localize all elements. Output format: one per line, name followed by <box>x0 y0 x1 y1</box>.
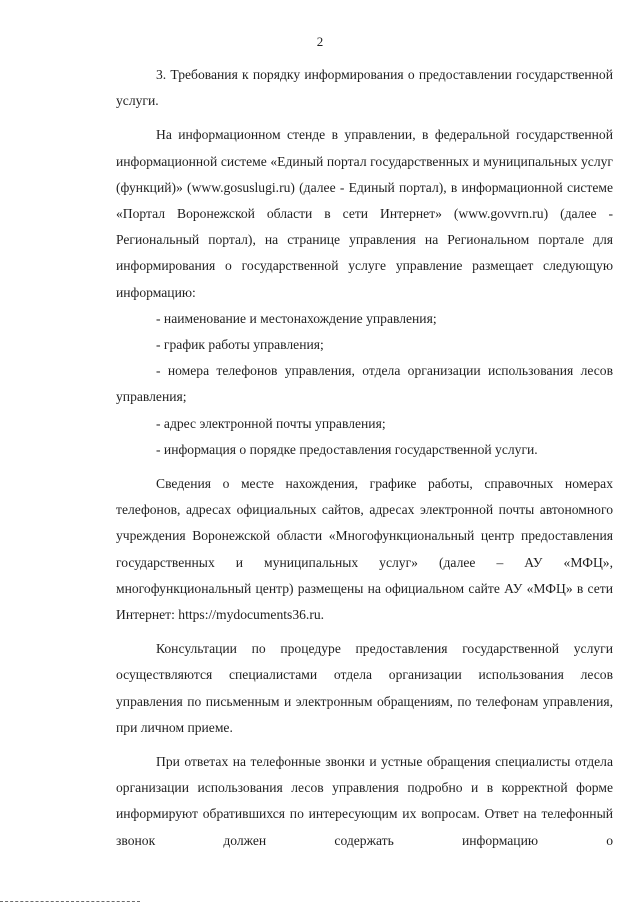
list-item: - наименование и местонахождение управления; <box>156 310 437 326</box>
document-body <box>116 62 613 854</box>
paragraph-consultations: Консультации по процедуре предоставления государственной услуги осуществляются специалистами отдела организации использования лесов управления по письменным и электронным обращениям, по телефонам управления, при личном приеме. <box>116 641 613 735</box>
paragraph-info-placement: На информационном стенде в управлении, в федеральной государственной информационной системе «Единый портал государственных и муниципальных услуг (функций)» (www.gosuslugi.ru) (далее - Единый портал), в информационной системе «Портал Воронежской области в сети Интернет» (www.govvrn.ru) (далее - Региональный портал), на странице управления на Региональном портале для информирования о государственной услуге управление размещает следующую информацию: <box>116 127 613 300</box>
list-item: - график работы управления; <box>156 337 324 353</box>
list-item: - номера телефонов управления, отдела организации использования лесов управления; <box>116 363 613 405</box>
page-number: 2 <box>316 34 324 49</box>
paragraph-phone-answers: При ответах на телефонные звонки и устные обращения специалисты отдела организации использования лесов управления подробно и в корректной форме информируют обратившихся по интересующим их вопросам. Ответ на телефонный звонок должен содержать информацию о <box>116 754 613 848</box>
paragraph-mfc-info: Сведения о месте нахождения, графике работы, справочных номерах телефонов, адресах официальных сайтов, адресах электронной почты автономного учреждения Воронежской области «Многофункциональный центр предоставления государственных и муниципальных услуг» (далее – АУ «МФЦ», многофункциональный центр) размещены на официальном сайте АУ «МФЦ» в сети Интернет: https://mydocuments36.ru. <box>116 476 613 623</box>
section-heading: 3. Требования к порядку информирования о предоставлении государственной услуги. <box>116 67 613 109</box>
list-item: - информация о порядке предоставления государственной услуги. <box>156 441 538 457</box>
list-item: - адрес электронной почты управления; <box>156 415 386 431</box>
footer-divider <box>0 901 140 902</box>
